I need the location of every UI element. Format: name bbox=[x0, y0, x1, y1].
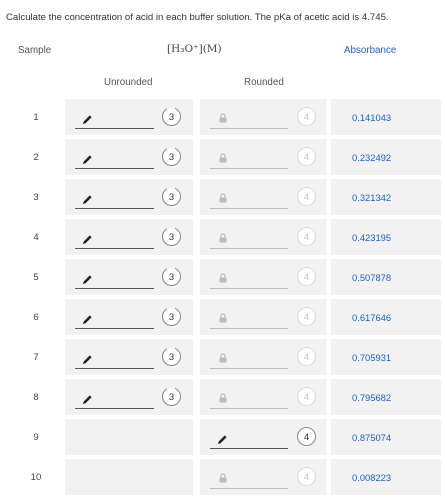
lock-icon bbox=[219, 113, 227, 123]
absorbance-value: 0.008223 bbox=[352, 472, 392, 483]
rounded-input-locked bbox=[210, 310, 288, 329]
header-sample: Sample bbox=[18, 45, 52, 56]
unrounded-input[interactable] bbox=[75, 270, 154, 289]
unrounded-cell bbox=[65, 339, 193, 375]
attempts-badge: 4 bbox=[297, 347, 316, 366]
sample-number: 6 bbox=[33, 312, 39, 323]
rounded-cell bbox=[200, 379, 326, 415]
unrounded-input[interactable] bbox=[75, 110, 154, 129]
rounded-cell bbox=[200, 339, 326, 375]
attempts-badge: 4 bbox=[297, 267, 316, 286]
absorbance-value: 0.423195 bbox=[352, 232, 392, 243]
header-concentration: [H₃O⁺](M) bbox=[167, 43, 222, 55]
absorbance-value: 0.507878 bbox=[352, 272, 392, 283]
header-unrounded: Unrounded bbox=[104, 77, 153, 88]
unrounded-cell bbox=[65, 419, 193, 455]
unrounded-cell bbox=[65, 459, 193, 495]
unrounded-cell bbox=[65, 139, 193, 175]
rounded-input-locked bbox=[210, 350, 288, 369]
absorbance-cell bbox=[331, 379, 441, 415]
absorbance-cell bbox=[331, 459, 441, 495]
attempts-badge: 3 bbox=[162, 147, 181, 166]
absorbance-value: 0.141043 bbox=[352, 112, 392, 123]
sample-number: 1 bbox=[33, 112, 39, 123]
lock-icon bbox=[219, 153, 227, 163]
attempts-badge: 4 bbox=[297, 467, 316, 486]
rounded-input-locked bbox=[210, 150, 288, 169]
rounded-cell bbox=[200, 419, 326, 455]
attempts-badge: 4 bbox=[297, 427, 316, 446]
table-row bbox=[0, 98, 447, 138]
unrounded-cell bbox=[65, 299, 193, 335]
table-row bbox=[0, 338, 447, 378]
pencil-icon bbox=[82, 234, 93, 245]
rounded-input-locked bbox=[210, 270, 288, 289]
rounded-cell bbox=[200, 299, 326, 335]
rounded-cell bbox=[200, 99, 326, 135]
rounded-cell bbox=[200, 459, 326, 495]
sample-number: 3 bbox=[33, 192, 39, 203]
rounded-input-locked bbox=[210, 390, 288, 409]
unrounded-cell bbox=[65, 179, 193, 215]
absorbance-cell bbox=[331, 139, 441, 175]
attempts-badge: 3 bbox=[162, 307, 181, 326]
rounded-input[interactable] bbox=[210, 430, 288, 449]
attempts-badge: 3 bbox=[162, 347, 181, 366]
unrounded-input[interactable] bbox=[75, 350, 154, 369]
unrounded-input[interactable] bbox=[75, 190, 154, 209]
attempts-badge: 4 bbox=[297, 227, 316, 246]
pencil-icon bbox=[82, 354, 93, 365]
absorbance-value: 0.705931 bbox=[352, 352, 392, 363]
sample-number: 9 bbox=[33, 432, 39, 443]
attempts-badge: 3 bbox=[162, 107, 181, 126]
absorbance-cell bbox=[331, 99, 441, 135]
unrounded-input[interactable] bbox=[75, 310, 154, 329]
rounded-cell bbox=[200, 259, 326, 295]
table-row bbox=[0, 298, 447, 338]
rounded-cell bbox=[200, 179, 326, 215]
absorbance-value: 0.617646 bbox=[352, 312, 392, 323]
sample-number: 7 bbox=[33, 352, 39, 363]
attempts-badge: 4 bbox=[297, 307, 316, 326]
lock-icon bbox=[219, 273, 227, 283]
table-row bbox=[0, 458, 447, 498]
rounded-input-locked bbox=[210, 470, 288, 489]
lock-icon bbox=[219, 473, 227, 483]
unrounded-cell bbox=[65, 99, 193, 135]
rounded-cell bbox=[200, 219, 326, 255]
attempts-badge: 3 bbox=[162, 227, 181, 246]
pencil-icon bbox=[82, 154, 93, 165]
header-rounded: Rounded bbox=[244, 77, 284, 88]
absorbance-cell bbox=[331, 339, 441, 375]
absorbance-value: 0.875074 bbox=[352, 432, 392, 443]
lock-icon bbox=[219, 313, 227, 323]
rounded-input-locked bbox=[210, 110, 288, 129]
table-row bbox=[0, 178, 447, 218]
unrounded-input[interactable] bbox=[75, 390, 154, 409]
attempts-badge: 3 bbox=[162, 187, 181, 206]
absorbance-value: 0.321342 bbox=[352, 192, 392, 203]
lock-icon bbox=[219, 233, 227, 243]
table-row bbox=[0, 258, 447, 298]
attempts-badge: 4 bbox=[297, 107, 316, 126]
absorbance-cell bbox=[331, 259, 441, 295]
pencil-icon bbox=[217, 434, 228, 445]
prompt-text: Calculate the concentration of acid in each buffer solution. The pKa of acetic acid is 4.745. bbox=[6, 12, 389, 23]
attempts-badge: 3 bbox=[162, 267, 181, 286]
unrounded-input[interactable] bbox=[75, 230, 154, 249]
absorbance-cell bbox=[331, 299, 441, 335]
absorbance-cell bbox=[331, 219, 441, 255]
absorbance-value: 0.232492 bbox=[352, 152, 392, 163]
lock-icon bbox=[219, 353, 227, 363]
pencil-icon bbox=[82, 194, 93, 205]
table-row bbox=[0, 378, 447, 418]
pencil-icon bbox=[82, 274, 93, 285]
pencil-icon bbox=[82, 314, 93, 325]
absorbance-cell bbox=[331, 179, 441, 215]
pencil-icon bbox=[82, 114, 93, 125]
absorbance-cell bbox=[331, 419, 441, 455]
header-absorbance: Absorbance bbox=[344, 45, 397, 56]
attempts-badge: 3 bbox=[162, 387, 181, 406]
rounded-cell bbox=[200, 139, 326, 175]
rounded-input-locked bbox=[210, 230, 288, 249]
attempts-badge: 4 bbox=[297, 387, 316, 406]
table-row bbox=[0, 138, 447, 178]
rounded-input-locked bbox=[210, 190, 288, 209]
sample-number: 5 bbox=[33, 272, 39, 283]
attempts-badge: 4 bbox=[297, 147, 316, 166]
unrounded-cell bbox=[65, 219, 193, 255]
unrounded-cell bbox=[65, 379, 193, 415]
attempts-badge: 4 bbox=[297, 187, 316, 206]
sample-number: 8 bbox=[33, 392, 39, 403]
unrounded-input[interactable] bbox=[75, 150, 154, 169]
sample-number: 4 bbox=[33, 232, 39, 243]
sample-number: 10 bbox=[30, 472, 42, 483]
absorbance-value: 0.795682 bbox=[352, 392, 392, 403]
unrounded-cell bbox=[65, 259, 193, 295]
lock-icon bbox=[219, 193, 227, 203]
lock-icon bbox=[219, 393, 227, 403]
pencil-icon bbox=[82, 394, 93, 405]
table-row bbox=[0, 218, 447, 258]
sample-number: 2 bbox=[33, 152, 39, 163]
table-row bbox=[0, 418, 447, 458]
